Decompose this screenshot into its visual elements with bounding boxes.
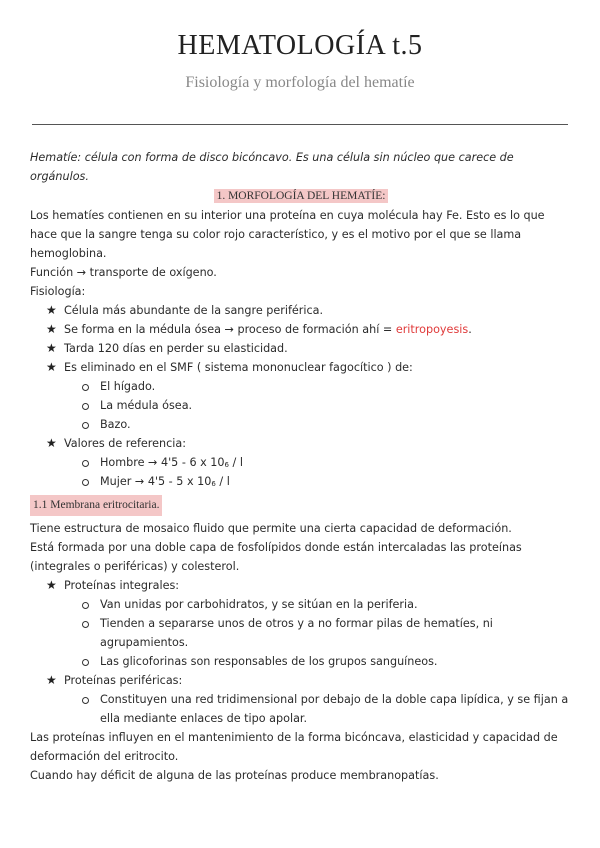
circle-bullet-icon bbox=[82, 697, 89, 704]
document-body bbox=[30, 148, 572, 785]
list-item bbox=[46, 576, 572, 671]
integrales-sublist bbox=[64, 595, 572, 671]
star-icon: ★ bbox=[46, 436, 57, 450]
list-item-text: Valores de referencia: bbox=[64, 437, 187, 450]
paragraph-membranopatias: Cuando hay déficit de alguna de las proteínas produce membranopatías. bbox=[30, 769, 439, 782]
intro-definition: Hematíe: célula con forma de disco bicóncavo. Es una célula sin núcleo que carece de orgánulos. bbox=[30, 151, 514, 183]
star-icon: ★ bbox=[46, 360, 57, 374]
horizontal-divider bbox=[32, 124, 568, 125]
sublist-item bbox=[82, 415, 572, 434]
star-icon: ★ bbox=[46, 303, 57, 317]
list-item-end: . bbox=[468, 323, 472, 336]
unit: / l bbox=[229, 456, 243, 469]
exponent: 6 bbox=[211, 480, 216, 488]
valores-sublist bbox=[64, 453, 572, 491]
exponent: 6 bbox=[224, 461, 229, 469]
section-heading-text: 1. MORFOLOGÍA DEL HEMATÍE: bbox=[214, 189, 389, 203]
circle-bullet-icon bbox=[82, 384, 89, 391]
list-item-text: Es eliminado en el SMF ( sistema mononuclear fagocítico ) de: bbox=[64, 361, 413, 374]
label-fisiologia: Fisiología: bbox=[30, 285, 86, 298]
valor-hombre: Hombre → 4'5 - 6 x 10 bbox=[100, 456, 225, 469]
star-icon: ★ bbox=[46, 673, 57, 687]
unit: / l bbox=[215, 475, 230, 488]
circle-bullet-icon bbox=[82, 403, 89, 410]
fisiologia-list bbox=[30, 301, 572, 491]
highlight-eritropoyesis: eritropoyesis bbox=[395, 323, 469, 336]
sublist-item bbox=[82, 472, 572, 491]
circle-bullet-icon bbox=[82, 659, 89, 666]
list-item-text: Célula más abundante de la sangre periférica. bbox=[64, 304, 324, 317]
sublist-item-text: Tienden a separarse unos de otros y a no formar pilas de hematíes, ni agrupamientos. bbox=[100, 617, 493, 649]
star-icon: ★ bbox=[46, 322, 57, 336]
proteinas-list bbox=[30, 576, 572, 728]
sublist-item-text: Las glicoforinas son responsables de los grupos sanguíneos. bbox=[100, 655, 438, 668]
list-item-text: Proteínas integrales: bbox=[64, 579, 180, 592]
list-item-text: Se forma en la médula ósea → proceso de formación ahí = bbox=[64, 323, 396, 336]
circle-bullet-icon bbox=[82, 602, 89, 609]
smf-sublist bbox=[64, 377, 572, 434]
sublist-item-text: La médula ósea. bbox=[100, 399, 193, 412]
circle-bullet-icon bbox=[82, 460, 89, 467]
sublist-item-text: Constituyen una red tridimensional por debajo de la doble capa lipídica, y se fijan a ella mediante enlaces de tipo apolar. bbox=[100, 693, 569, 725]
sublist-item bbox=[82, 614, 572, 652]
document-title: HEMATOLOGÍA t.5 bbox=[177, 30, 423, 61]
sublist-item bbox=[82, 652, 572, 671]
list-item bbox=[46, 320, 572, 339]
sublist-item bbox=[82, 595, 572, 614]
document-subtitle: Fisiología y morfología del hematíe bbox=[185, 74, 415, 91]
paragraph-hemoglobina: Los hematíes contienen en su interior una proteína en cuya molécula hay Fe. Esto es lo que hace que la sangre tenga su color rojo característico, y es el motivo por el que se llama hemoglobina. bbox=[30, 209, 545, 260]
valor-mujer: Mujer → 4'5 - 5 x 10 bbox=[100, 475, 212, 488]
paragraph-funcion: Función → transporte de oxígeno. bbox=[30, 266, 217, 279]
sublist-item bbox=[82, 690, 572, 728]
sublist-item-text: Bazo. bbox=[100, 418, 131, 431]
subsection-heading-text: 1.1 Membrana eritrocitaria. bbox=[30, 495, 162, 516]
sublist-item-text: Van unidas por carbohidratos, y se sitúan en la periferia. bbox=[100, 598, 418, 611]
sublist-item bbox=[82, 377, 572, 396]
sublist-item bbox=[82, 453, 572, 472]
star-icon: ★ bbox=[46, 578, 57, 592]
sublist-item-text: El hígado. bbox=[100, 380, 156, 393]
star-icon: ★ bbox=[46, 341, 57, 355]
circle-bullet-icon bbox=[82, 621, 89, 628]
circle-bullet-icon bbox=[82, 422, 89, 429]
list-item bbox=[46, 434, 572, 491]
paragraph-mosaico: Tiene estructura de mosaico fluido que permite una cierta capacidad de deformación. bbox=[30, 522, 512, 535]
paragraph-proteinas-influyen: Las proteínas influyen en el mantenimiento de la forma bicóncava, elasticidad y capacidad de deformación del eritrocito. bbox=[30, 731, 558, 763]
list-item bbox=[46, 358, 572, 434]
sublist-item bbox=[82, 396, 572, 415]
list-item bbox=[46, 301, 572, 320]
section-heading-morfologia bbox=[30, 186, 572, 206]
circle-bullet-icon bbox=[82, 479, 89, 486]
subsection-heading-membrana bbox=[30, 495, 572, 516]
perifericas-sublist bbox=[64, 690, 572, 728]
paragraph-fosfolipidos: Está formada por una doble capa de fosfolípidos donde están intercaladas las proteínas (integrales o periféricas) y colesterol. bbox=[30, 541, 522, 573]
list-item bbox=[46, 671, 572, 728]
list-item-text: Tarda 120 días en perder su elasticidad. bbox=[64, 342, 288, 355]
list-item bbox=[46, 339, 572, 358]
list-item-text: Proteínas periféricas: bbox=[64, 674, 183, 687]
